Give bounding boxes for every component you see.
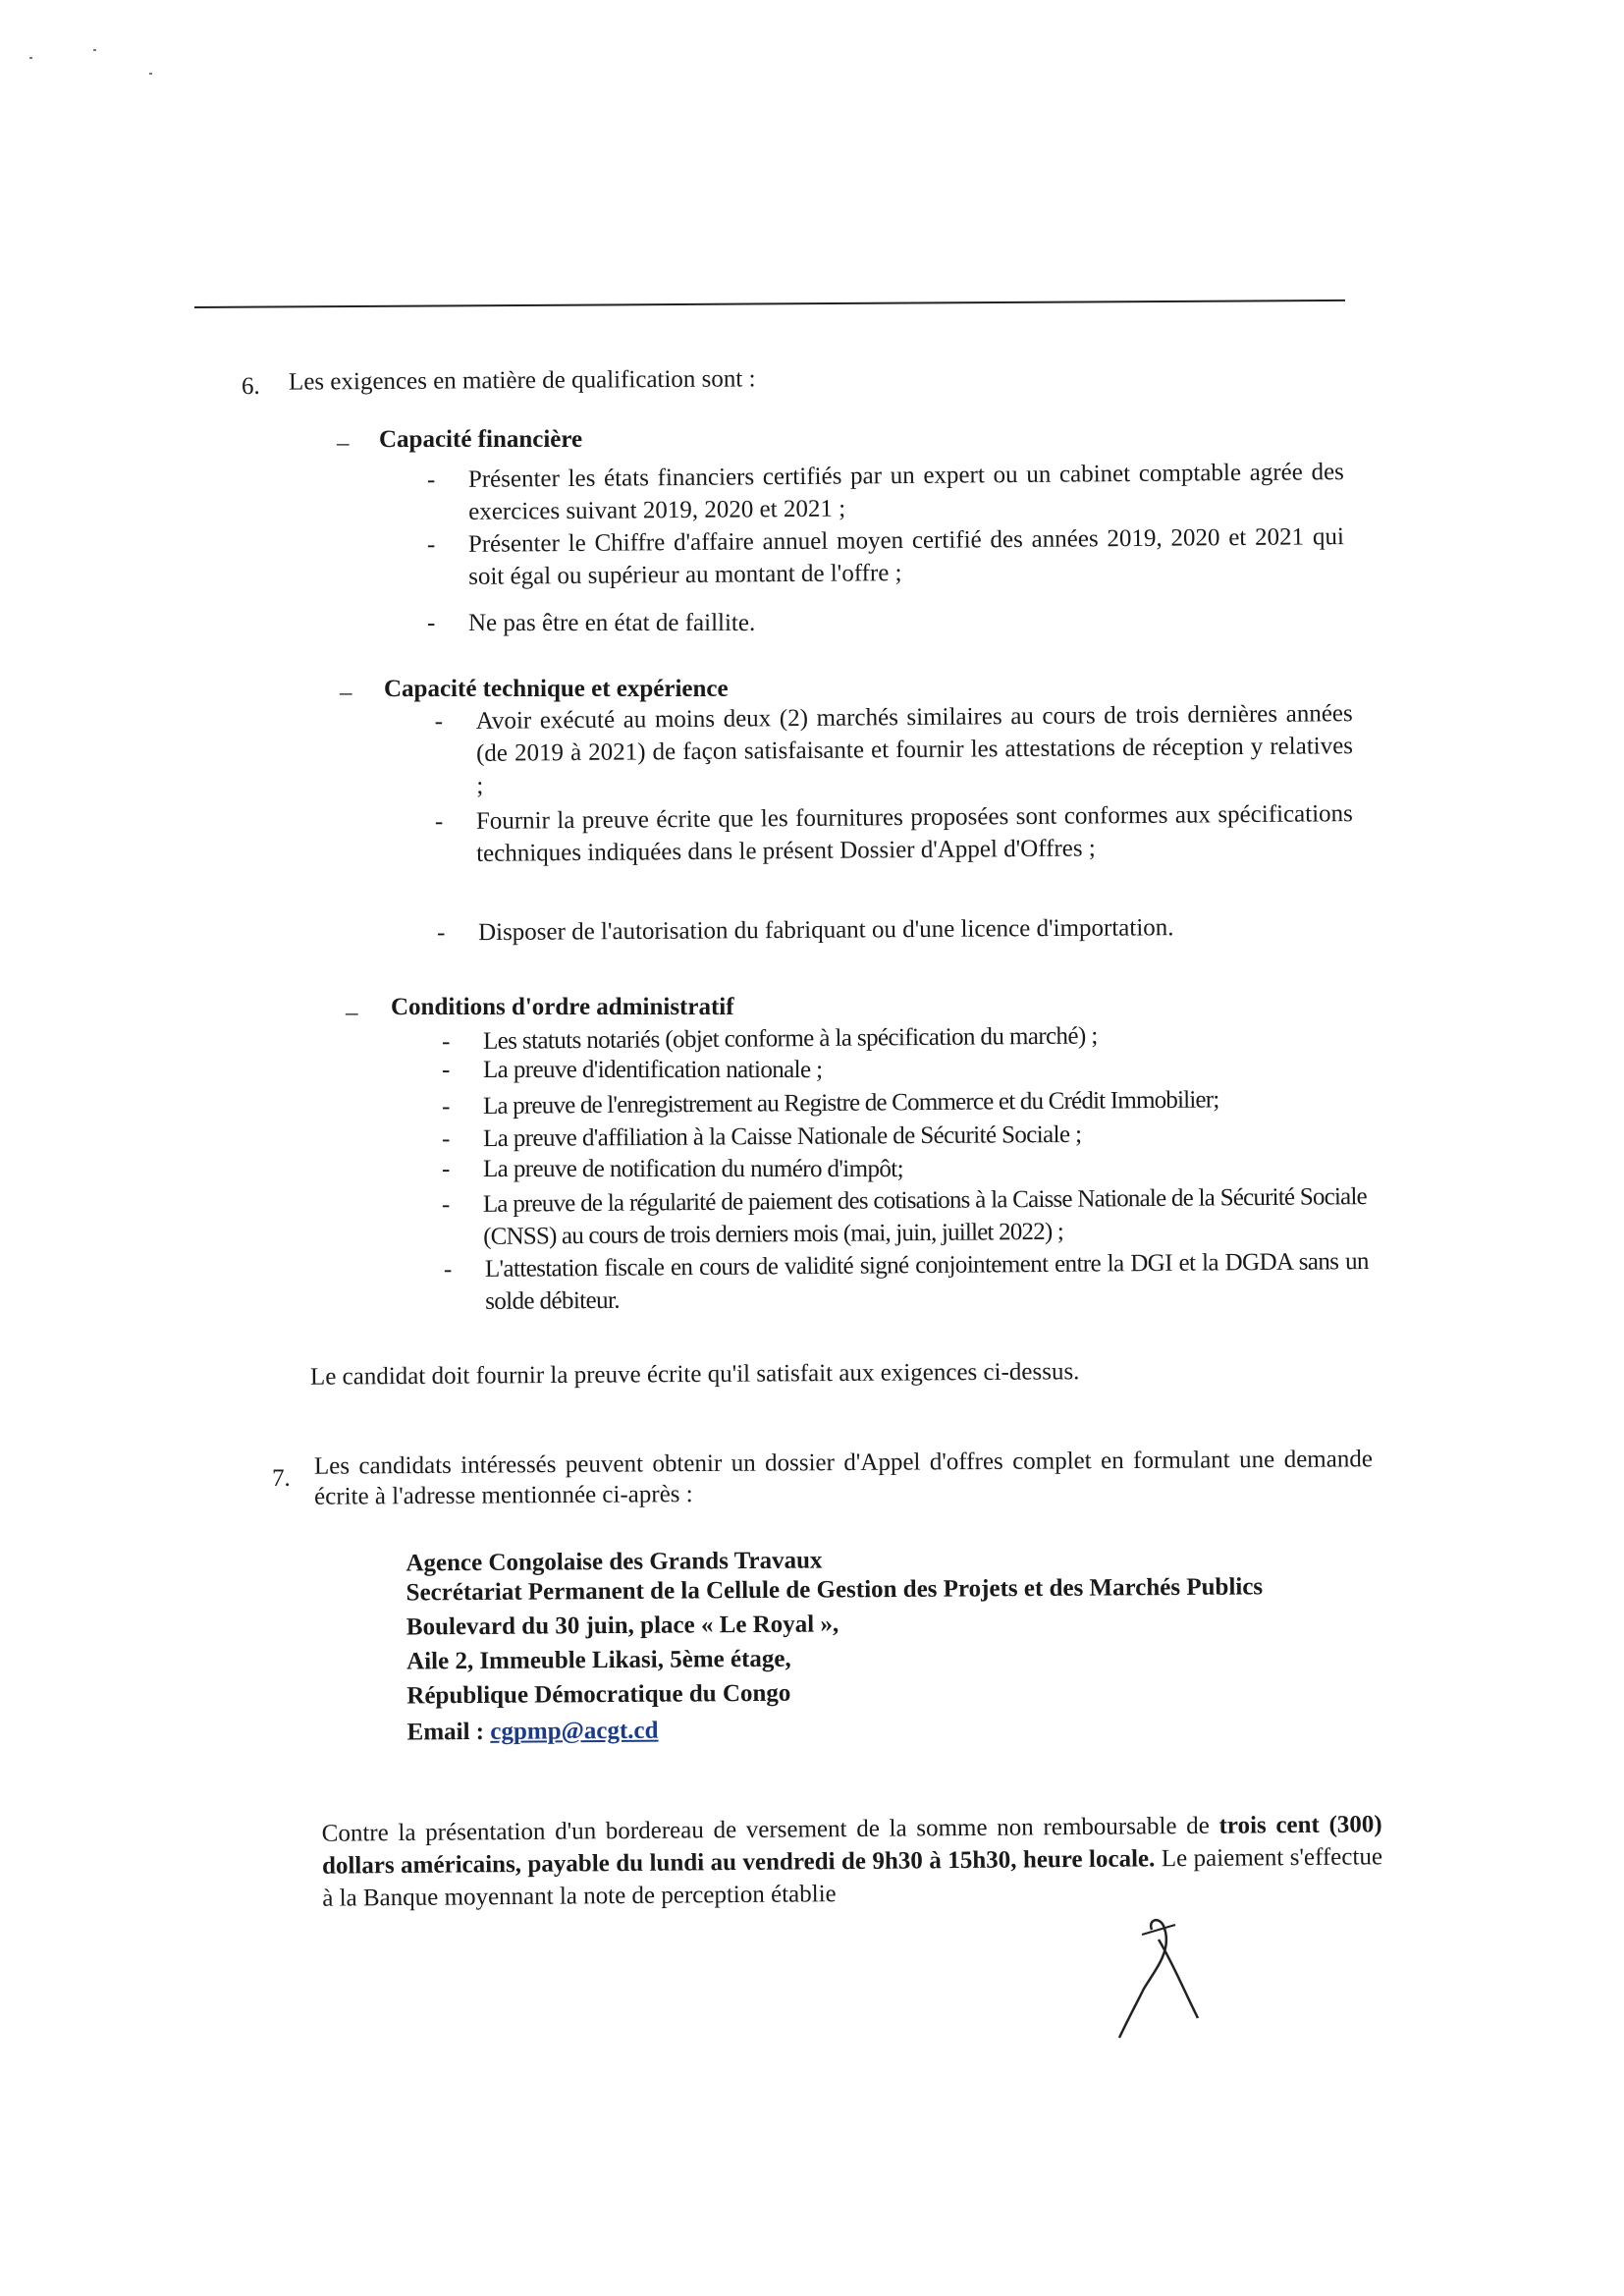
bullet: - [441, 1093, 450, 1121]
header-rule [194, 300, 1345, 308]
list-item [426, 456, 1345, 528]
payment-text: Contre la présentation d'un bordereau de versement de la somme non remboursable de [321, 1812, 1210, 1847]
signature-initials [1105, 1910, 1213, 2043]
bullet: - [442, 1057, 450, 1083]
scan-speck [29, 57, 32, 59]
address-line: Agence Congolaise des Grands Travaux [406, 1547, 823, 1577]
item-text: Avoir exécuté au moins deux (2) marchés similaires au cours de trois dernières années (de 2019 à 2021) de façon satisfaisante et fournir les attestations de réception y relatives ; [475, 700, 1354, 799]
address-line: République Démocratique du Congo [406, 1679, 791, 1710]
section-7-number: 7. [272, 1465, 291, 1492]
group-dash: – [346, 1000, 358, 1026]
bullet: - [442, 1156, 450, 1182]
section-6-intro: Les exigences en matière de qualification sont : [288, 365, 756, 396]
email-link[interactable]: cgpmp@acgt.cd [490, 1717, 659, 1745]
list-item [442, 1054, 1367, 1086]
group-dash: – [340, 680, 352, 706]
address-block [406, 1545, 1379, 1745]
bullet: - [441, 1191, 450, 1219]
group-heading-technical: Capacité technique et expérience [384, 676, 729, 702]
bullet: - [427, 610, 436, 636]
list-item [427, 607, 1344, 639]
list-item [441, 1117, 1367, 1155]
section-6-number: 6. [242, 373, 260, 400]
list-item [434, 697, 1354, 802]
payment-text: Le paiement s'effectue à la Banque moyennant la note de perception établie [322, 1843, 1383, 1912]
list-item [436, 910, 1355, 949]
item-text: Fournir la preuve écrite que les fournitures proposées sont conformes aux spécifications techniques indiquées dans le présent Dossier d'Appel d'Offres ; [475, 800, 1353, 867]
section-7-intro: Les candidats intéressés peuvent obtenir un dossier d'Appel d'offres complet en formulant une demande écrite à l'adresse mentionnée ci-après : [313, 1446, 1373, 1510]
group-heading-administrative: Conditions d'ordre administratif [391, 994, 734, 1020]
scan-speck [149, 73, 152, 75]
item-text: Disposer de l'autorisation du fabriquant ou d'une licence d'importation. [477, 914, 1174, 947]
group-heading-financial: Capacité financière [379, 426, 583, 453]
email-label: Email : [406, 1718, 485, 1746]
bullet: - [426, 531, 436, 559]
bullet: - [441, 1125, 450, 1153]
payment-paragraph [322, 1808, 1383, 1914]
bullet: - [426, 466, 436, 494]
item-text: La preuve de la régularité de paiement des cotisations à la Caisse Nationale de la Sécurité Sociale (CNSS) au cours de trois derniers mois (mai, juin, juillet 2022) ; [482, 1183, 1367, 1250]
email-line [407, 1714, 1380, 1745]
list-item [441, 1017, 1367, 1058]
item-text: Présenter le Chiffre d'affaire annuel moyen certifié des années 2019, 2020 et 2021 qui soit égal ou supérieur au montant de l'offre ; [467, 523, 1344, 590]
item-text: L'attestation fiscale en cours de validité signé conjointement entre la DGI et la DGDA sans un solde débiteur. [484, 1248, 1369, 1315]
payment-bold-text: trois cent (300) dollars américains, payable du lundi au vendredi de 9h30 à 15h30, heure locale. [321, 1811, 1382, 1880]
item-text: La preuve d'affiliation à la Caisse Nationale de Sécurité Sociale ; [482, 1121, 1082, 1153]
list-item [442, 1153, 1367, 1185]
list-item [426, 520, 1345, 593]
group-dash: – [337, 430, 350, 457]
item-text: Présenter les états financiers certifiés par un expert ou un cabinet comptable agrée des exercices suivant 2019, 2020 et 2021 ; [467, 459, 1344, 525]
bullet: - [441, 1028, 450, 1056]
bullet: - [434, 708, 444, 736]
item-text: La preuve de l'enregistrement au Registre de Commerce et du Crédit Immobilier; [482, 1086, 1219, 1120]
list-item [441, 1180, 1368, 1253]
address-line: Secrétariat Permanent de la Cellule de Gestion des Projets et des Marchés Publics [406, 1573, 1264, 1607]
list-item [434, 797, 1354, 870]
bullet: - [434, 808, 444, 836]
bullet: - [443, 1256, 452, 1284]
item-text: La preuve de notification du numéro d'impôt; [483, 1156, 903, 1182]
address-line: Boulevard du 30 juin, place « Le Royal », [406, 1611, 839, 1641]
bullet: - [436, 919, 446, 947]
item-text: Les statuts notariés (objet conforme à la spécification du marché) ; [482, 1022, 1098, 1055]
list-item [443, 1245, 1370, 1318]
address-line: Aile 2, Immeuble Likasi, 5ème étage, [406, 1645, 791, 1675]
section-6-closing: Le candidat doit fournir la preuve écrite qu'il satisfait aux exigences ci-dessus. [309, 1358, 1080, 1391]
item-text: La preuve d'identification nationale ; [483, 1057, 823, 1083]
item-text: Ne pas être en état de faillite. [468, 610, 756, 636]
scan-speck [93, 49, 96, 51]
